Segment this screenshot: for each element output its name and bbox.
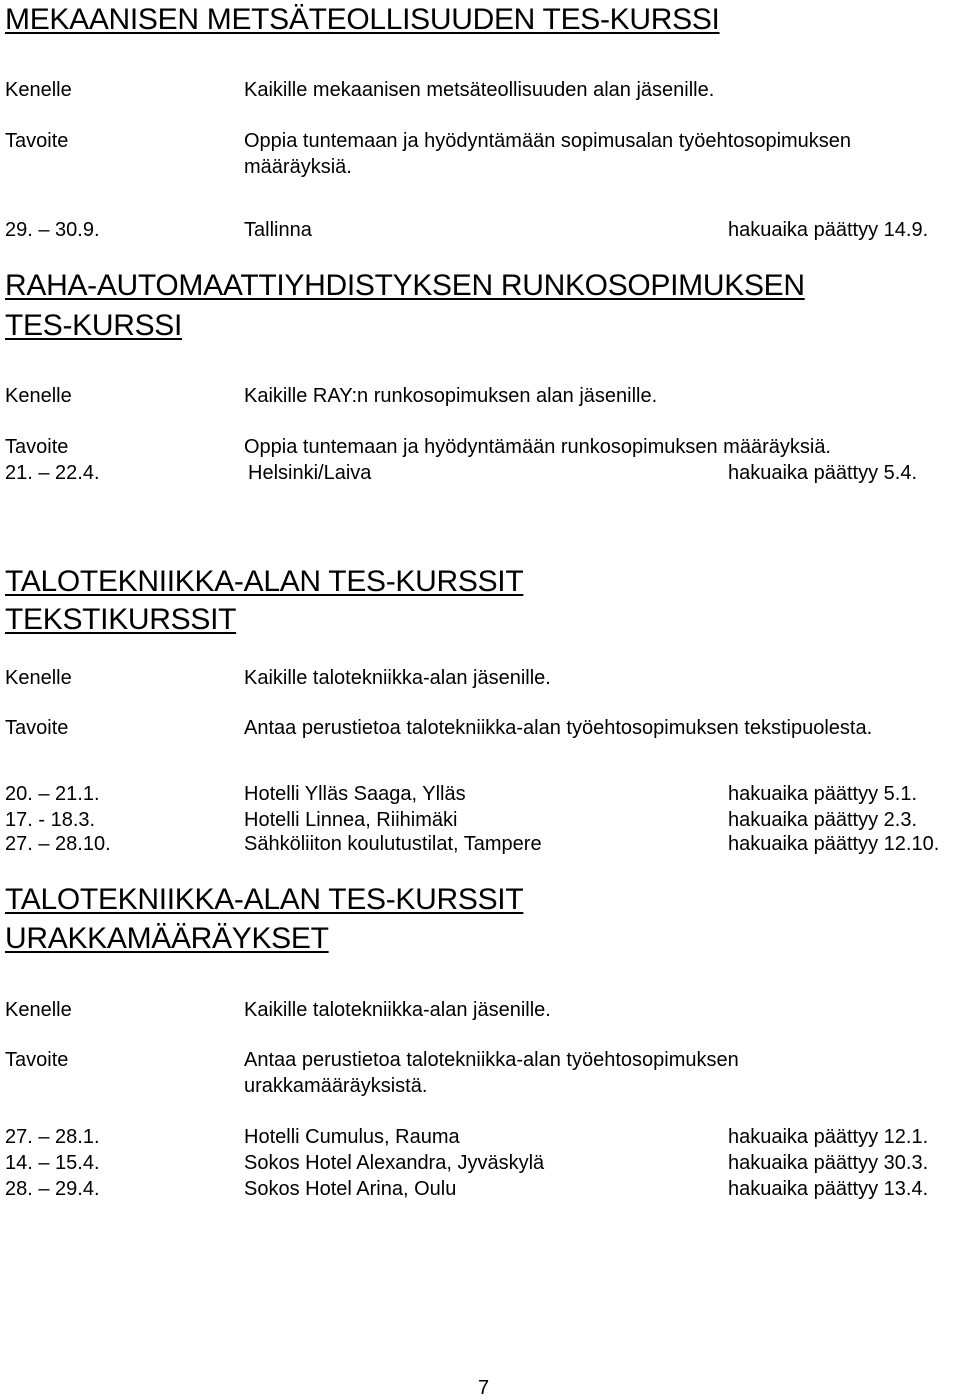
tavoite-label: Tavoite — [5, 130, 69, 152]
tavoite-label: Tavoite — [5, 436, 69, 458]
course-date: 27. – 28.1. — [5, 1126, 100, 1148]
course-deadline: hakuaika päättyy 12.10. — [728, 833, 940, 855]
course-place: Sähköliiton koulutustilat, Tampere — [244, 833, 542, 855]
course-deadline: hakuaika päättyy 13.4. — [728, 1178, 929, 1200]
page-number: 7 — [478, 1377, 490, 1399]
course-place: Sokos Hotel Arina, Oulu — [244, 1178, 457, 1200]
section-4-title-line-2: URAKKAMÄÄRÄYKSET — [5, 922, 329, 955]
course-place: Helsinki/Laiva — [248, 462, 372, 484]
course-deadline: hakuaika päättyy 12.1. — [728, 1126, 929, 1148]
course-date: 21. – 22.4. — [5, 462, 100, 484]
course-place: Hotelli Ylläs Saaga, Ylläs — [244, 783, 466, 805]
kenelle-label: Kenelle — [5, 999, 72, 1021]
course-place: Tallinna — [244, 219, 312, 241]
course-date: 27. – 28.10. — [5, 833, 111, 855]
section-2-title-line-2: TES-KURSSI — [5, 309, 183, 342]
section-3-title-line-1: TALOTEKNIIKKA-ALAN TES-KURSSIT — [5, 565, 524, 598]
course-place: Sokos Hotel Alexandra, Jyväskylä — [244, 1152, 545, 1174]
kenelle-label: Kenelle — [5, 79, 72, 101]
kenelle-text: Kaikille RAY:n runkosopimuksen alan jäsenille. — [244, 385, 658, 407]
course-place: Hotelli Linnea, Riihimäki — [244, 809, 458, 831]
tavoite-label: Tavoite — [5, 717, 69, 739]
tavoite-text: Antaa perustietoa talotekniikka-alan työehtosopimuksen — [244, 1049, 739, 1071]
course-place: Hotelli Cumulus, Rauma — [244, 1126, 460, 1148]
kenelle-text: Kaikille mekaanisen metsäteollisuuden alan jäsenille. — [244, 79, 715, 101]
tavoite-text: Antaa perustietoa talotekniikka-alan työehtosopimuksen tekstipuolesta. — [244, 717, 873, 739]
tavoite-text: Oppia tuntemaan ja hyödyntämään runkosopimuksen määräyksiä. — [244, 436, 831, 458]
kenelle-text: Kaikille talotekniikka-alan jäsenille. — [244, 999, 551, 1021]
course-date: 29. – 30.9. — [5, 219, 100, 241]
kenelle-text: Kaikille talotekniikka-alan jäsenille. — [244, 667, 551, 689]
course-date: 28. – 29.4. — [5, 1178, 100, 1200]
section-3-title-line-2: TEKSTIKURSSIT — [5, 603, 237, 636]
course-deadline: hakuaika päättyy 5.4. — [728, 462, 918, 484]
kenelle-label: Kenelle — [5, 667, 72, 689]
kenelle-label: Kenelle — [5, 385, 72, 407]
course-deadline: hakuaika päättyy 30.3. — [728, 1152, 929, 1174]
tavoite-label: Tavoite — [5, 1049, 69, 1071]
course-deadline: hakuaika päättyy 2.3. — [728, 809, 918, 831]
tavoite-text: määräyksiä. — [244, 156, 352, 178]
course-date: 17. - 18.3. — [5, 809, 96, 831]
section-4-title-line-1: TALOTEKNIIKKA-ALAN TES-KURSSIT — [5, 883, 524, 916]
section-2-title-line-1: RAHA-AUTOMAATTIYHDISTYKSEN RUNKOSOPIMUKSEN — [5, 269, 805, 302]
course-deadline: hakuaika päättyy 14.9. — [728, 219, 929, 241]
course-date: 14. – 15.4. — [5, 1152, 100, 1174]
tavoite-text: urakkamääräyksistä. — [244, 1075, 428, 1097]
course-deadline: hakuaika päättyy 5.1. — [728, 783, 918, 805]
tavoite-text: Oppia tuntemaan ja hyödyntämään sopimusalan työehtosopimuksen — [244, 130, 852, 152]
section-1-title: MEKAANISEN METSÄTEOLLISUUDEN TES-KURSSI — [5, 3, 720, 36]
course-date: 20. – 21.1. — [5, 783, 100, 805]
